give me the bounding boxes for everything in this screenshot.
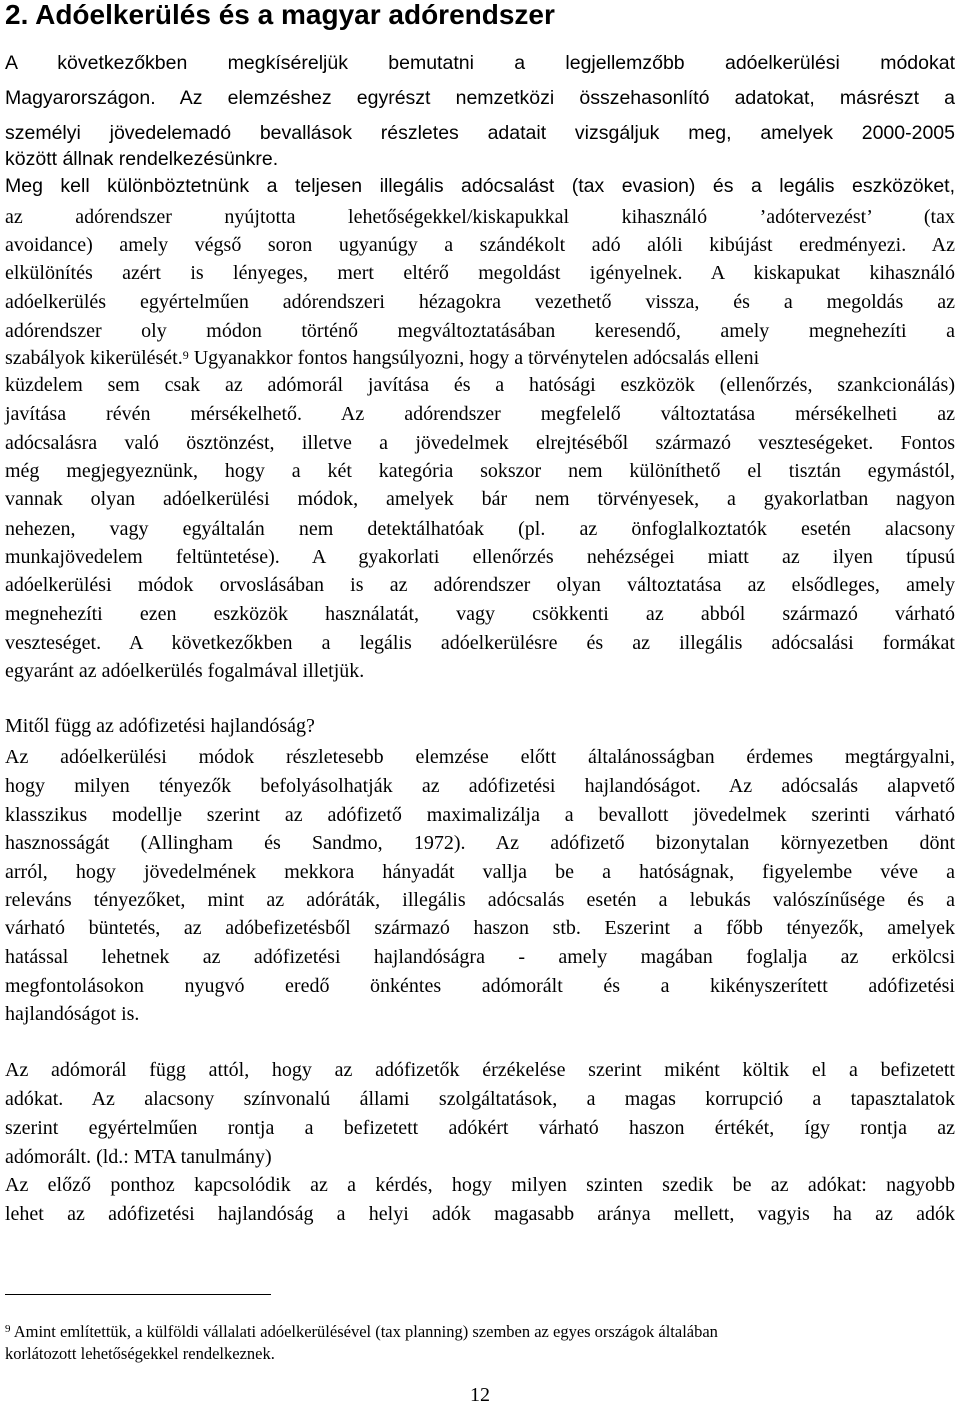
paragraph-line: adóelkerülési módok orvoslásában is az adórendszer olyan változtatása az elsődleges, amely — [5, 574, 955, 596]
paragraph-line — [5, 346, 955, 370]
footnote-text: Amint említettük, a külföldi vállalati adóelkerülésével (tax planning) szemben az egyes országok általában — [10, 1322, 718, 1341]
paragraph-line: megnehezíti ezen eszközök használatát, vagy csökkenti az abból származó várható — [5, 603, 955, 625]
paragraph-line: veszteséget. A következőkben a legális adóelkerülésre és az illegális adócsalási formákat — [5, 632, 955, 654]
paragraph-line: az adórendszer nyújtotta lehetőségekkel/kiskapukkal kihasználó ’adótervezést’ (tax — [5, 206, 955, 228]
paragraph-line: megfontolásokon nyugvó eredő önkéntes adómorált és a kikényszerített adófizetési — [5, 975, 955, 997]
subheading: Mitől függ az adófizetési hajlandóság? — [5, 715, 315, 737]
paragraph-line: Meg kell különböztetnünk a teljesen illegális adócsalást (tax evasion) és a legális eszközöket, — [5, 175, 955, 197]
paragraph-line: adórendszer oly módon történő megváltoztatásában keresendő, amely megnehezíti a — [5, 320, 955, 342]
footnote-divider — [5, 1294, 271, 1295]
paragraph-text: szabályok kikerülését. — [5, 347, 183, 369]
paragraph-line: nehezen, vagy egyáltalán nem detektálhatóak (pl. az önfoglalkoztatók esetén alacsony — [5, 518, 955, 540]
paragraph-line: Magyarországon. Az elemzéshez egyrészt nemzetközi összehasonlító adatokat, másrészt a — [5, 87, 955, 109]
paragraph-line: személyi jövedelemadó bevallások részletes adatait vizsgáljuk meg, amelyek 2000-2005 — [5, 122, 955, 144]
paragraph-line: elkülönítés azért is lényeges, mert eltérő megoldást igényelnek. A kiskapukat kihasználó — [5, 262, 955, 284]
paragraph-line: Az előző ponthoz kapcsolódik az a kérdés, hogy milyen szinten szedik be az adókat: nagyobb — [5, 1174, 955, 1196]
paragraph-line: hajlandóságot is. — [5, 1003, 140, 1025]
paragraph-line: munkajövedelem feltüntetése). A gyakorlati ellenőrzés nehézségei miatt az ilyen típusú — [5, 546, 955, 568]
paragraph-line: adókat. Az alacsony színvonalú állami szolgáltatások, a magas korrupció a tapasztalatok — [5, 1088, 955, 1110]
page-number: 12 — [470, 1384, 490, 1406]
paragraph-line: egyaránt az adóelkerülés fogalmával illetjük. — [5, 660, 365, 682]
paragraph-line: hasznosságát (Allingham és Sandmo, 1972). Az adófizető bizonytalan környezetben dönt — [5, 832, 955, 854]
paragraph-line: lehet az adófizetési hajlandóság a helyi adók magasabb aránya mellett, vagyis ha az adók — [5, 1203, 955, 1225]
paragraph-line: adómorált. (ld.: MTA tanulmány) — [5, 1146, 272, 1168]
paragraph-line: avoidance) amely végső soron ugyanúgy a szándékolt adó alóli kibújást eredményezi. Az — [5, 234, 955, 256]
paragraph-text: Ugyanakkor fontos hangsúlyozni, hogy a törvénytelen adócsalás elleni — [188, 347, 760, 369]
paragraph-line: klasszikus modellje szerint az adófizető maximalizálja a bevallott jövedelmek szerinti várható — [5, 804, 955, 826]
paragraph-line: között állnak rendelkezésünkre. — [5, 148, 279, 170]
paragraph-line: hogy milyen tényezők befolyásolhatják az adófizetési hajlandóságot. Az adócsalás alapvető — [5, 775, 955, 797]
paragraph-line: javítása révén mérsékelhető. Az adórendszer megfelelő változtatása mérsékelheti az — [5, 403, 955, 425]
paragraph-line: A következőkben megkíséreljük bemutatni a legjellemzőbb adóelkerülési módokat — [5, 52, 955, 74]
footnote-reference: 9 — [182, 348, 189, 362]
paragraph-line: Az adómorál függ attól, hogy az adófizetők érzékelése szerint miként költik el a befizetett — [5, 1059, 955, 1081]
paragraph-line: még megjegyeznünk, hogy a két kategória sokszor nem különíthető el tisztán egymástól, — [5, 460, 955, 482]
paragraph-line: hatással lehetnek az adófizetési hajlandóságra - amely magában foglalja az erkölcsi — [5, 946, 955, 968]
paragraph-line: arról, hogy jövedelmének mekkora hányadát vallja be a hatóságnak, figyelembe véve a — [5, 861, 955, 883]
paragraph-line: vannak olyan adóelkerülési módok, amelyek bár nem törvényesek, a gyakorlatban nagyon — [5, 488, 955, 510]
paragraph-line: releváns tényezőket, mint az adóráták, illegális adócsalás esetén a lebukás valószínűsége és a — [5, 889, 955, 911]
paragraph-line: adóelkerülés egyértelműen adórendszeri hézagokra vezethető vissza, és a megoldás az — [5, 291, 955, 313]
footnote-line: korlátozott lehetőségekkel rendelkeznek. — [5, 1344, 275, 1363]
paragraph-line: Az adóelkerülési módok részletesebb elemzése előtt általánosságban érdemes megtárgyalni, — [5, 746, 955, 768]
footnote-line — [5, 1322, 955, 1342]
paragraph-line: várható büntetés, az adóbefizetésből származó haszon stb. Eszerint a főbb tényezők, amelyek — [5, 917, 955, 939]
paragraph-line: szerint egyértelműen rontja a befizetett adókért várható haszon értékét, így rontja az — [5, 1117, 955, 1139]
paragraph-line: küzdelem sem csak az adómorál javítása és a hatósági eszközök (ellenőrzés, szankcionálás) — [5, 374, 955, 396]
footnote-marker: 9 — [5, 1323, 11, 1335]
section-heading: 2. Adóelkerülés és a magyar adórendszer — [5, 0, 555, 30]
paragraph-line: adócsalásra való ösztönzést, illetve a jövedelmek elrejtéséből származó veszteségeket. Fontos — [5, 432, 955, 454]
